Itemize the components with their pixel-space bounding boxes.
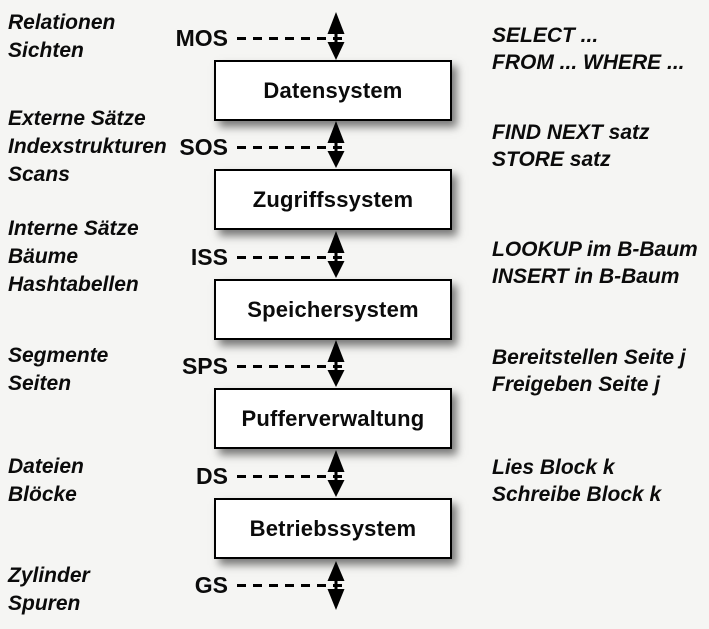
system-box-label: Betriebssystem: [249, 515, 417, 541]
annotation-line: Freigeben Seite j: [492, 373, 661, 396]
system-box-betriebssystem: [214, 498, 452, 559]
interface-label-sps: SPS: [181, 353, 228, 379]
right-annotation-iss: [492, 236, 698, 290]
system-box-label: Speichersystem: [247, 296, 419, 322]
system-box-label: Pufferverwaltung: [241, 405, 425, 431]
annotation-line: Sichten: [8, 39, 84, 62]
right-annotation-sos: [492, 119, 650, 173]
annotation-line: Seiten: [8, 372, 72, 395]
annotation-line: STORE satz: [492, 148, 611, 171]
interface-label-iss: ISS: [190, 244, 228, 270]
annotation-line: Bäume: [8, 245, 79, 268]
right-annotation-sps: [492, 344, 686, 398]
interface-label-ds: DS: [196, 463, 228, 489]
interface-label-mos: MOS: [175, 25, 228, 51]
annotation-line: INSERT in B-Baum: [492, 265, 680, 288]
annotation-line: LOOKUP im B-Baum: [492, 238, 698, 261]
right-annotation-mos: [492, 22, 685, 76]
system-box-label: Zugriffssystem: [252, 186, 414, 212]
annotation-line: Zylinder: [8, 564, 90, 587]
double-arrow-icon: [323, 121, 349, 168]
annotation-line: FIND NEXT satz: [492, 121, 650, 144]
annotation-line: Blöcke: [8, 483, 77, 506]
system-box-label: Datensystem: [263, 77, 403, 103]
double-arrow-icon: [323, 450, 349, 497]
annotation-line: FROM ... WHERE ...: [492, 51, 685, 74]
annotation-line: Scans: [8, 163, 70, 186]
system-box-zugriffssystem: [214, 169, 452, 230]
system-box-pufferverwaltung: [214, 388, 452, 449]
double-arrow-icon: [323, 231, 349, 278]
annotation-line: Indexstrukturen: [8, 135, 167, 158]
annotation-line: Relationen: [8, 11, 116, 34]
double-arrow-icon: [323, 561, 349, 610]
double-arrow-icon: [323, 340, 349, 387]
annotation-line: Externe Sätze: [8, 107, 146, 130]
annotation-line: Dateien: [8, 455, 84, 478]
annotation-line: SELECT ...: [492, 24, 599, 47]
interface-label-gs: GS: [194, 572, 228, 598]
system-box-datensystem: [214, 60, 452, 121]
system-box-speichersystem: [214, 279, 452, 340]
interface-label-sos: SOS: [179, 134, 228, 160]
annotation-line: Hashtabellen: [8, 273, 139, 296]
annotation-line: Lies Block k: [492, 456, 615, 479]
annotation-line: Spuren: [8, 592, 81, 615]
annotation-line: Schreibe Block k: [492, 483, 662, 506]
double-arrow-icon: [323, 12, 349, 60]
right-annotation-ds: [492, 454, 661, 508]
annotation-line: Interne Sätze: [8, 217, 139, 240]
annotation-line: Segmente: [8, 344, 109, 367]
annotation-line: Bereitstellen Seite j: [492, 346, 686, 369]
